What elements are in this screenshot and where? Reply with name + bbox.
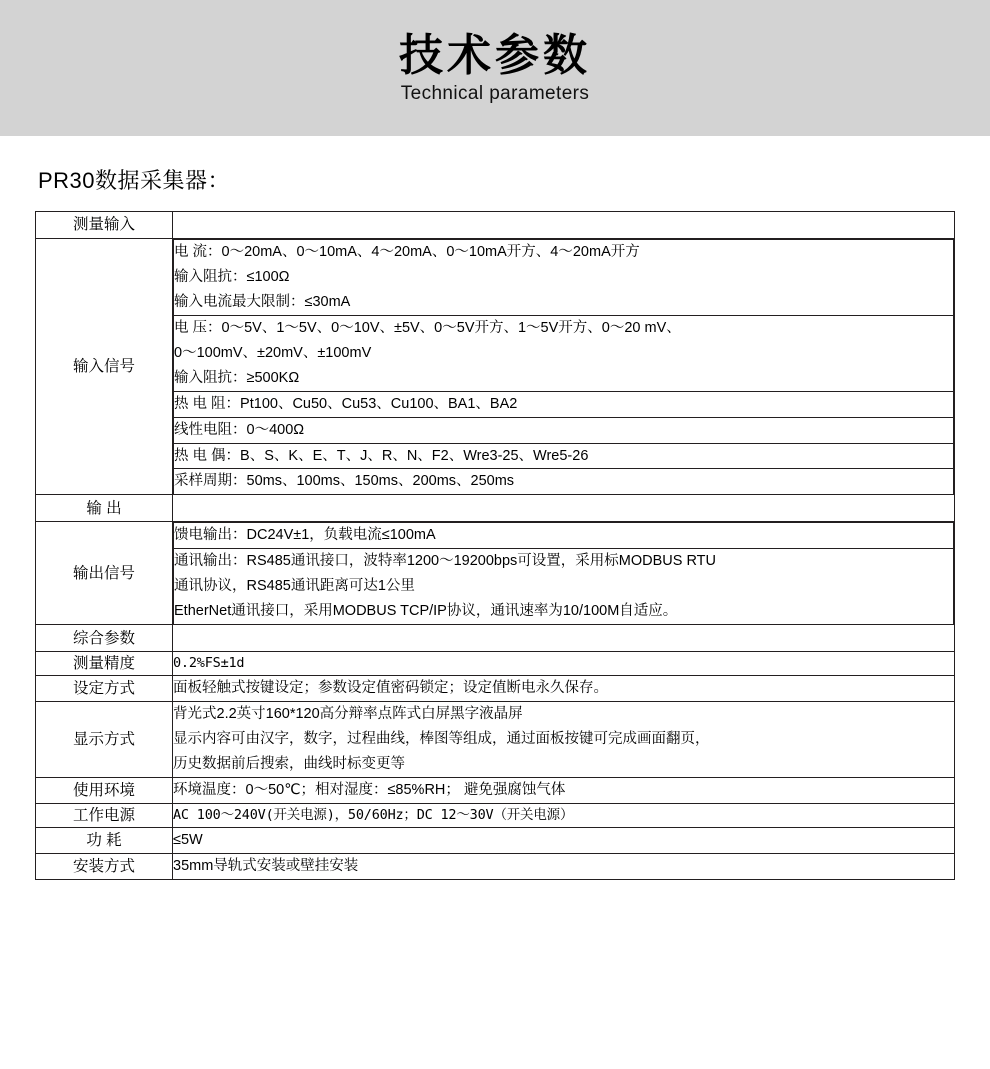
section-title: PR30数据采集器： (38, 168, 231, 193)
spec-line: 环境温度：0～50℃；相对湿度：≤85%RH； 避免强腐蚀气体 (173, 782, 566, 799)
spec-line: 输入阻抗：≤100Ω (174, 268, 290, 285)
nested-block (174, 391, 954, 417)
spec-line: EtherNet通讯接口，采用MODBUS TCP/IP协议，通讯速率为10/100M自适应。 (174, 603, 678, 620)
spec-line: 背光式2.2英寸160*120高分辩率点阵式白屏黑字液晶屏 (173, 706, 523, 723)
specification-table-body (36, 212, 955, 880)
row-value (173, 652, 955, 676)
nested-block-table (173, 239, 954, 494)
table-row (36, 854, 955, 880)
row-value (173, 522, 955, 625)
spec-line: 电 压：0～5V、1～5V、0～10V、±5V、0～5V开方、1～5V开方、0～20 mV、 (174, 319, 681, 336)
row-value (173, 804, 955, 828)
spec-line: 35mm导轨式安装或壁挂安装 (173, 858, 359, 875)
spec-line: 馈电输出：DC24V±1，负载电流≤100mA (174, 527, 436, 544)
nested-block-cell (174, 443, 954, 469)
page-title-cn: 技术参数 (399, 30, 591, 80)
nested-block (174, 315, 954, 391)
row-value (173, 702, 955, 778)
spec-line: 输入电流最大限制：≤30mA (174, 293, 351, 310)
spec-line: 线性电阻：0～400Ω (174, 421, 305, 438)
row-value (173, 778, 955, 804)
nested-block-cell (174, 417, 954, 443)
spec-line: 采样周期：50ms、100ms、150ms、200ms、250ms (174, 473, 515, 490)
row-label: 安装方式 (36, 854, 173, 880)
spec-line: AC 100～240V(开关电源)，50/60Hz；DC 12～30V（开关电源） (173, 807, 574, 824)
row-label: 设定方式 (36, 676, 173, 702)
table-row (36, 239, 955, 495)
nested-block (174, 469, 954, 494)
nested-block-cell (174, 469, 954, 494)
nested-block (174, 443, 954, 469)
spec-line: 热 电 偶：B、S、K、E、T、J、R、N、F2、Wre3-25、Wre5-26 (174, 447, 589, 464)
nested-block-cell (174, 523, 954, 549)
table-row (36, 804, 955, 828)
row-label: 显示方式 (36, 702, 173, 778)
nested-block (174, 240, 954, 316)
table-row (36, 522, 955, 625)
row-value-empty (173, 625, 955, 652)
row-value-empty (173, 495, 955, 522)
nested-block-table (173, 522, 954, 624)
spec-line: 输入阻抗：≥500KΩ (174, 369, 300, 386)
row-label: 测量输入 (36, 212, 173, 239)
spec-line: 历史数据前后搜索，曲线时标变更等 (173, 756, 405, 773)
nested-block (174, 417, 954, 443)
document-body (0, 164, 990, 880)
row-label: 使用环境 (36, 778, 173, 804)
row-label: 综合参数 (36, 625, 173, 652)
spec-line: 通讯协议，RS485通讯距离可达1公里 (174, 578, 415, 595)
table-row (36, 625, 955, 652)
table-row (36, 495, 955, 522)
row-label: 测量精度 (36, 652, 173, 676)
nested-block-cell (174, 315, 954, 391)
row-value-empty (173, 212, 955, 239)
table-row (36, 212, 955, 239)
spec-line: 面板轻触式按键设定；参数设定值密码锁定；设定值断电永久保存。 (173, 680, 608, 697)
specification-table (35, 211, 955, 880)
spec-line: 0～100mV、±20mV、±100mV (174, 344, 372, 361)
nested-block (174, 549, 954, 624)
table-row (36, 778, 955, 804)
table-row (36, 676, 955, 702)
spec-line: 通讯输出：RS485通讯接口，波特率1200～19200bps可设置，采用标MODBUS RTU (174, 553, 716, 570)
nested-block-cell (174, 240, 954, 316)
table-row (36, 702, 955, 778)
spec-line: 显示内容可由汉字，数字，过程曲线，棒图等组成，通过面板按键可完成画面翻页， (173, 731, 710, 748)
row-value (173, 854, 955, 880)
spec-line: 热 电 阻：Pt100、Cu50、Cu53、Cu100、BA1、BA2 (174, 395, 518, 412)
row-value (173, 828, 955, 854)
page-title-en: Technical parameters (400, 83, 590, 105)
row-label: 工作电源 (36, 804, 173, 828)
table-row (36, 652, 955, 676)
spec-line: ≤5W (173, 832, 203, 849)
nested-block-cell (174, 549, 954, 624)
page-header-band (0, 0, 990, 136)
row-label: 输出信号 (36, 522, 173, 625)
nested-block (174, 523, 954, 549)
spec-line: 0.2%FS±1d (173, 655, 245, 672)
table-row (36, 828, 955, 854)
row-label: 输入信号 (36, 239, 173, 495)
row-value (173, 676, 955, 702)
row-label: 输 出 (36, 495, 173, 522)
spec-line: 电 流：0～20mA、0～10mA、4～20mA、0～10mA开方、4～20mA开方 (174, 244, 640, 260)
row-value (173, 239, 955, 495)
row-label: 功 耗 (36, 828, 173, 854)
nested-block-cell (174, 391, 954, 417)
